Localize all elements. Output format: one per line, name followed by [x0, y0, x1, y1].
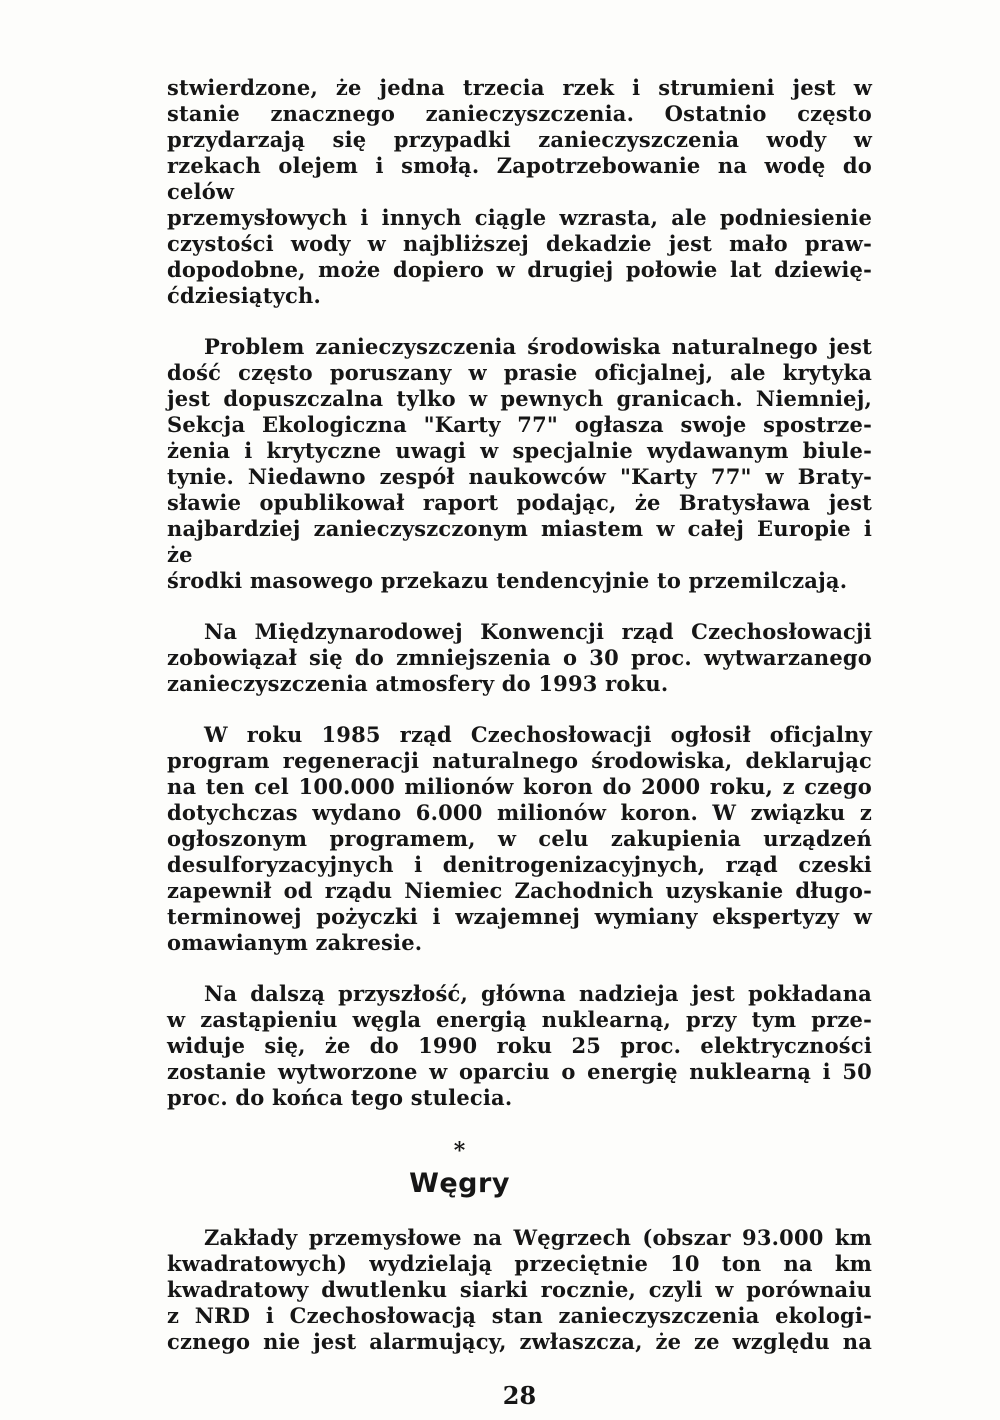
paragraph: [167, 75, 872, 309]
text-line: kwadratowych) wydzielają przeciętnie 10 ton na km: [167, 1251, 872, 1276]
text-line: zapewnił od rządu Niemiec Zachodnich uzyskanie długo-: [167, 878, 872, 903]
text-line: ogłoszonym programem, w celu zakupienia urządzeń: [167, 826, 872, 851]
text-line: czystości wody w najbliższej dekadzie jest mało praw-: [167, 231, 872, 256]
text-line: dość często poruszany w prasie oficjalnej, ale krytyka: [167, 360, 872, 385]
text-line: Zakłady przemysłowe na Węgrzech (obszar 93.000 km: [204, 1225, 872, 1250]
text-line: Problem zanieczyszczenia środowiska naturalnego jest: [204, 334, 872, 359]
paragraph: [167, 334, 872, 594]
text-line: kwadratowy dwutlenku siarki rocznie, czyli w porównaiu: [167, 1277, 872, 1302]
section-heading: Węgry: [409, 1168, 510, 1199]
text-line: jest dopuszczalna tylko w pewnych granicach. Niemniej,: [167, 386, 872, 411]
asterisk-separator: *: [453, 1138, 466, 1164]
text-line: Sekcja Ekologiczna "Karty 77" ogłasza swoje spostrze-: [167, 412, 872, 437]
text-line: w zastąpieniu węgla energią nuklearną, przy tym prze-: [167, 1007, 872, 1032]
text-line: cznego nie jest alarmujący, zwłaszcza, że ze względu na: [167, 1329, 872, 1354]
text-line: środki masowego przekazu tendencyjnie to przemilczają.: [167, 568, 848, 593]
text-line: ćdziesiątych.: [167, 283, 322, 308]
text-line: rzekach olejem i smołą. Zapotrzebowanie na wodę do celów: [167, 153, 872, 204]
text-line: stwierdzone, że jedna trzecia rzek i strumieni jest w: [167, 75, 872, 100]
paragraph: [167, 1225, 872, 1355]
paragraph: [167, 722, 872, 956]
section-separator: [167, 1139, 752, 1163]
text-line: omawianym zakresie.: [167, 930, 423, 955]
text-line: program regeneracji naturalnego środowiska, deklarując: [167, 748, 872, 773]
text-line: najbardziej zanieczyszczonym miastem w całej Europie i że: [167, 516, 872, 567]
paragraph: [167, 981, 872, 1111]
body-paragraphs-upper: [167, 75, 872, 1111]
text-line: tynie. Niedawno zespół naukowców "Karty 77" w Braty-: [167, 464, 872, 489]
text-line: na ten cel 100.000 milionów koron do 2000 roku, z czego: [167, 774, 872, 799]
text-line: desulforyzacyjnych i denitrogenizacyjnych, rząd czeski: [167, 852, 872, 877]
body-paragraphs-lower: [167, 1225, 872, 1355]
text-line: z NRD i Czechosłowacją stan zanieczyszczenia ekologi-: [167, 1303, 872, 1328]
text-line: dotychczas wydano 6.000 milionów koron. W związku z: [167, 800, 872, 825]
page-number: 28: [502, 1381, 537, 1410]
text-line: W roku 1985 rząd Czechosłowacji ogłosił oficjalny: [204, 722, 872, 747]
text-line: Na dalszą przyszłość, główna nadzieja jest pokładana: [204, 981, 872, 1006]
text-line: przydarzają się przypadki zanieczyszczenia wody w: [167, 127, 872, 152]
page-body: [167, 75, 872, 1355]
page-footer: [167, 1381, 872, 1411]
text-line: zobowiązał się do zmniejszenia o 30 proc. wytwarzanego: [167, 645, 872, 670]
text-line: widuje się, że do 1990 roku 25 proc. elektryczności: [167, 1033, 872, 1058]
text-line: terminowej pożyczki i wzajemnej wymiany ekspertyzy w: [167, 904, 872, 929]
text-line: zanieczyszczenia atmosfery do 1993 roku.: [167, 671, 669, 696]
text-line: stanie znacznego zanieczyszczenia. Ostatnio często: [167, 101, 872, 126]
text-line: proc. do końca tego stulecia.: [167, 1085, 513, 1110]
text-line: dopodobne, może dopiero w drugiej połowie lat dziewię-: [167, 257, 872, 282]
text-line: zostanie wytworzone w oparciu o energię nuklearną i 50: [167, 1059, 872, 1084]
text-line: żenia i krytyczne uwagi w specjalnie wydawanym biule-: [167, 438, 872, 463]
text-line: sławie opublikował raport podając, że Bratysława jest: [167, 490, 872, 515]
paragraph: [167, 619, 872, 697]
text-line: Na Międzynarodowej Konwencji rząd Czechosłowacji: [204, 619, 872, 644]
text-line: przemysłowych i innych ciągle wzrasta, ale podniesienie: [167, 205, 872, 230]
